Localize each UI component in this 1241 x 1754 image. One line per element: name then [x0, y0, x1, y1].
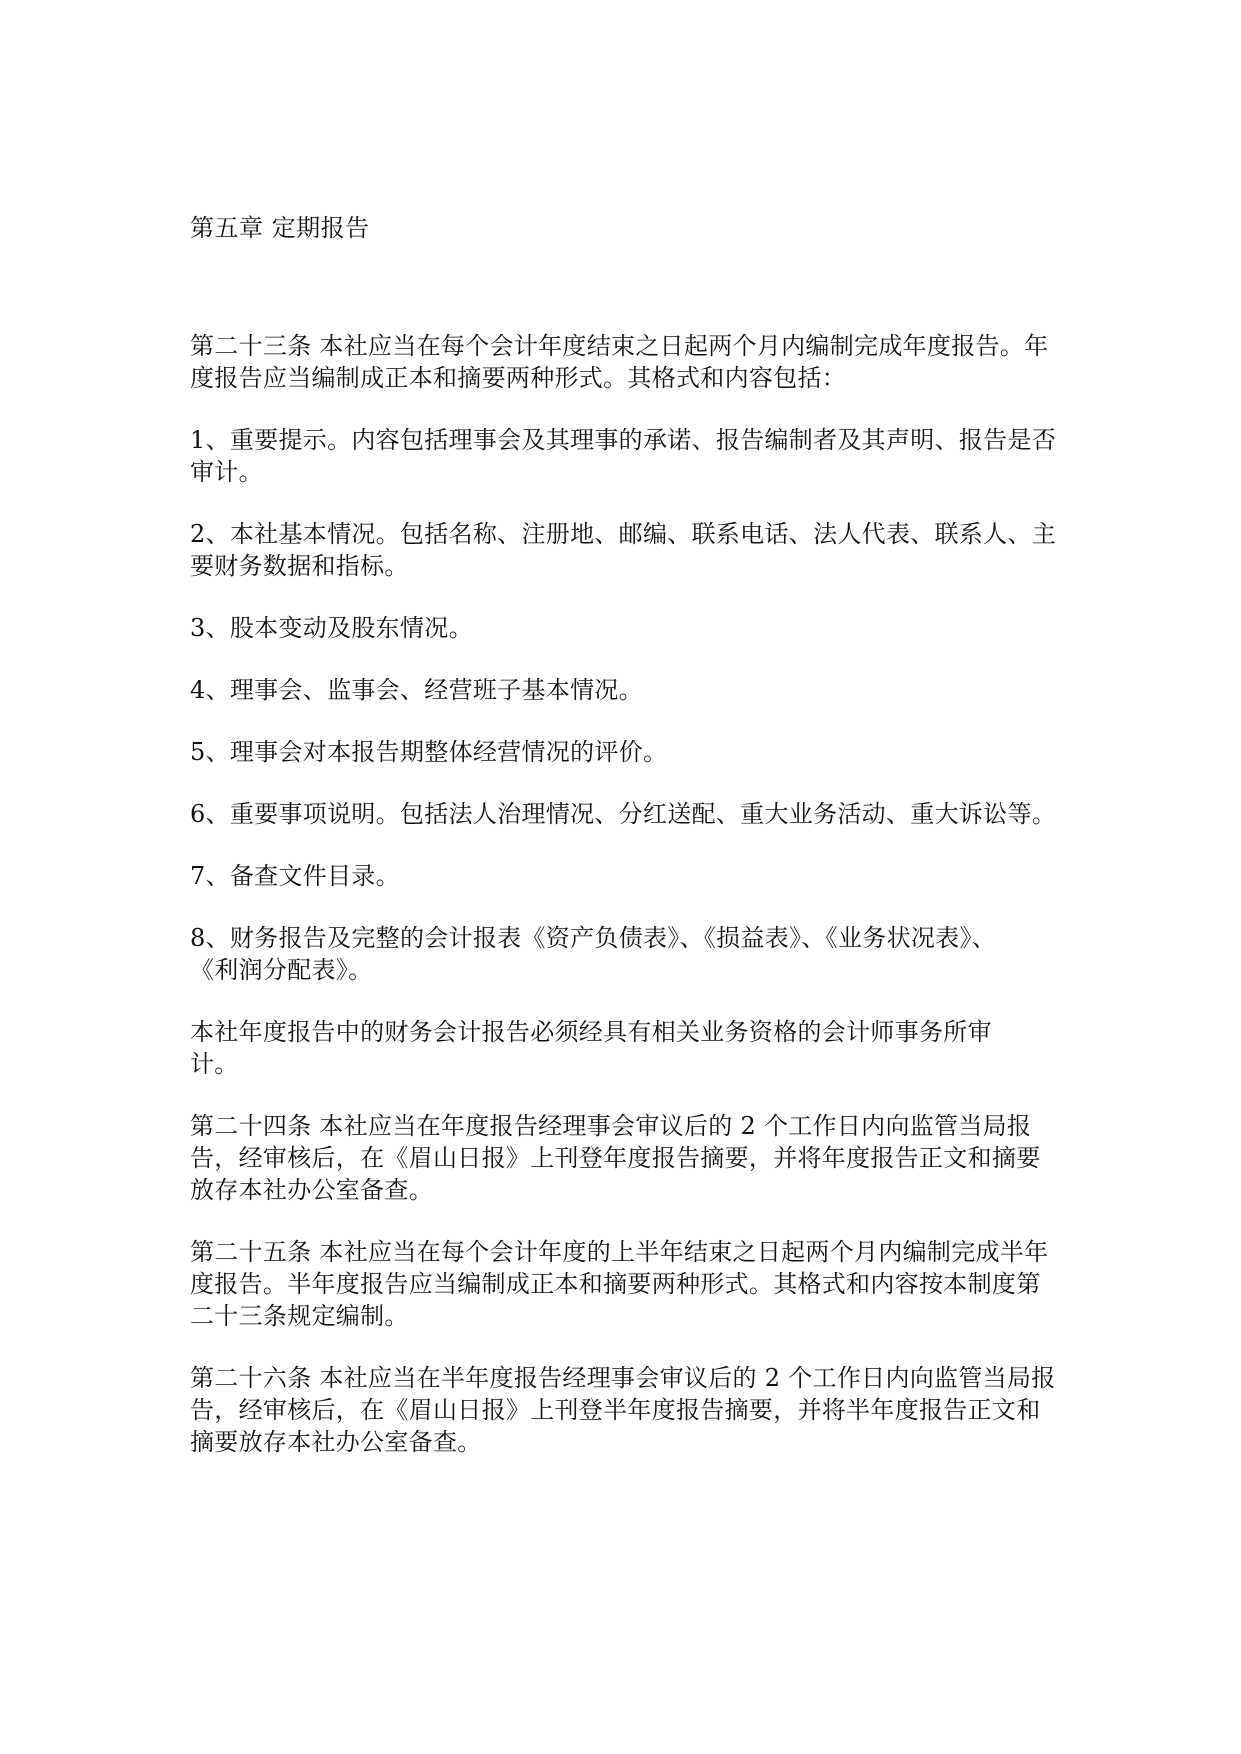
list-item-5: 5、理事会对本报告期整体经营情况的评价。	[190, 738, 668, 766]
article-26-paragraph: 第二十六条 本社应当在半年度报告经理事会审议后的 2 个工作日内向监管当局报告，经审核后，在《眉山日报》上刊登半年度报告摘要，并将半年度报告正文和摘要放存本社办公室备查。	[190, 1364, 1056, 1456]
article-25-paragraph: 第二十五条 本社应当在每个会计年度的上半年结束之日起两个月内编制完成半年度报告。半年度报告应当编制成正本和摘要两种形式。其格式和内容按本制度第二十三条规定编制。	[190, 1238, 1049, 1330]
document-body	[190, 212, 1060, 1488]
list-item-4: 4、理事会、监事会、经营班子基本情况。	[190, 676, 643, 704]
list-item-7: 7、备查文件目录。	[190, 862, 400, 890]
audit-requirement-paragraph: 本社年度报告中的财务会计报告必须经具有相关业务资格的会计师事务所审计。	[190, 1018, 992, 1078]
list-item-8: 8、财务报告及完整的会计报表《资产负债表》、《损益表》、《业务状况表》、《利润分配表》。	[190, 924, 997, 984]
list-item-1: 1、重要提示。内容包括理事会及其理事的承诺、报告编制者及其声明、报告是否审计。	[190, 426, 1057, 486]
article-24-paragraph: 第二十四条 本社应当在年度报告经理事会审议后的 2 个工作日内向监管当局报告，经审核后，在《眉山日报》上刊登年度报告摘要，并将年度报告正文和摘要放存本社办公室备查。	[190, 1112, 1041, 1204]
list-item-2: 2、本社基本情况。包括名称、注册地、邮编、联系电话、法人代表、联系人、主要财务数据和指标。	[190, 520, 1057, 580]
list-item-6: 6、重要事项说明。包括法人治理情况、分红送配、重大业务活动、重大诉讼等。	[190, 800, 1057, 828]
chapter-title: 第五章 定期报告	[190, 214, 370, 242]
list-item-3: 3、股本变动及股东情况。	[190, 614, 473, 642]
article-23-paragraph: 第二十三条 本社应当在每个会计年度结束之日起两个月内编制完成年度报告。年度报告应当编制成正本和摘要两种形式。其格式和内容包括：	[190, 332, 1049, 392]
